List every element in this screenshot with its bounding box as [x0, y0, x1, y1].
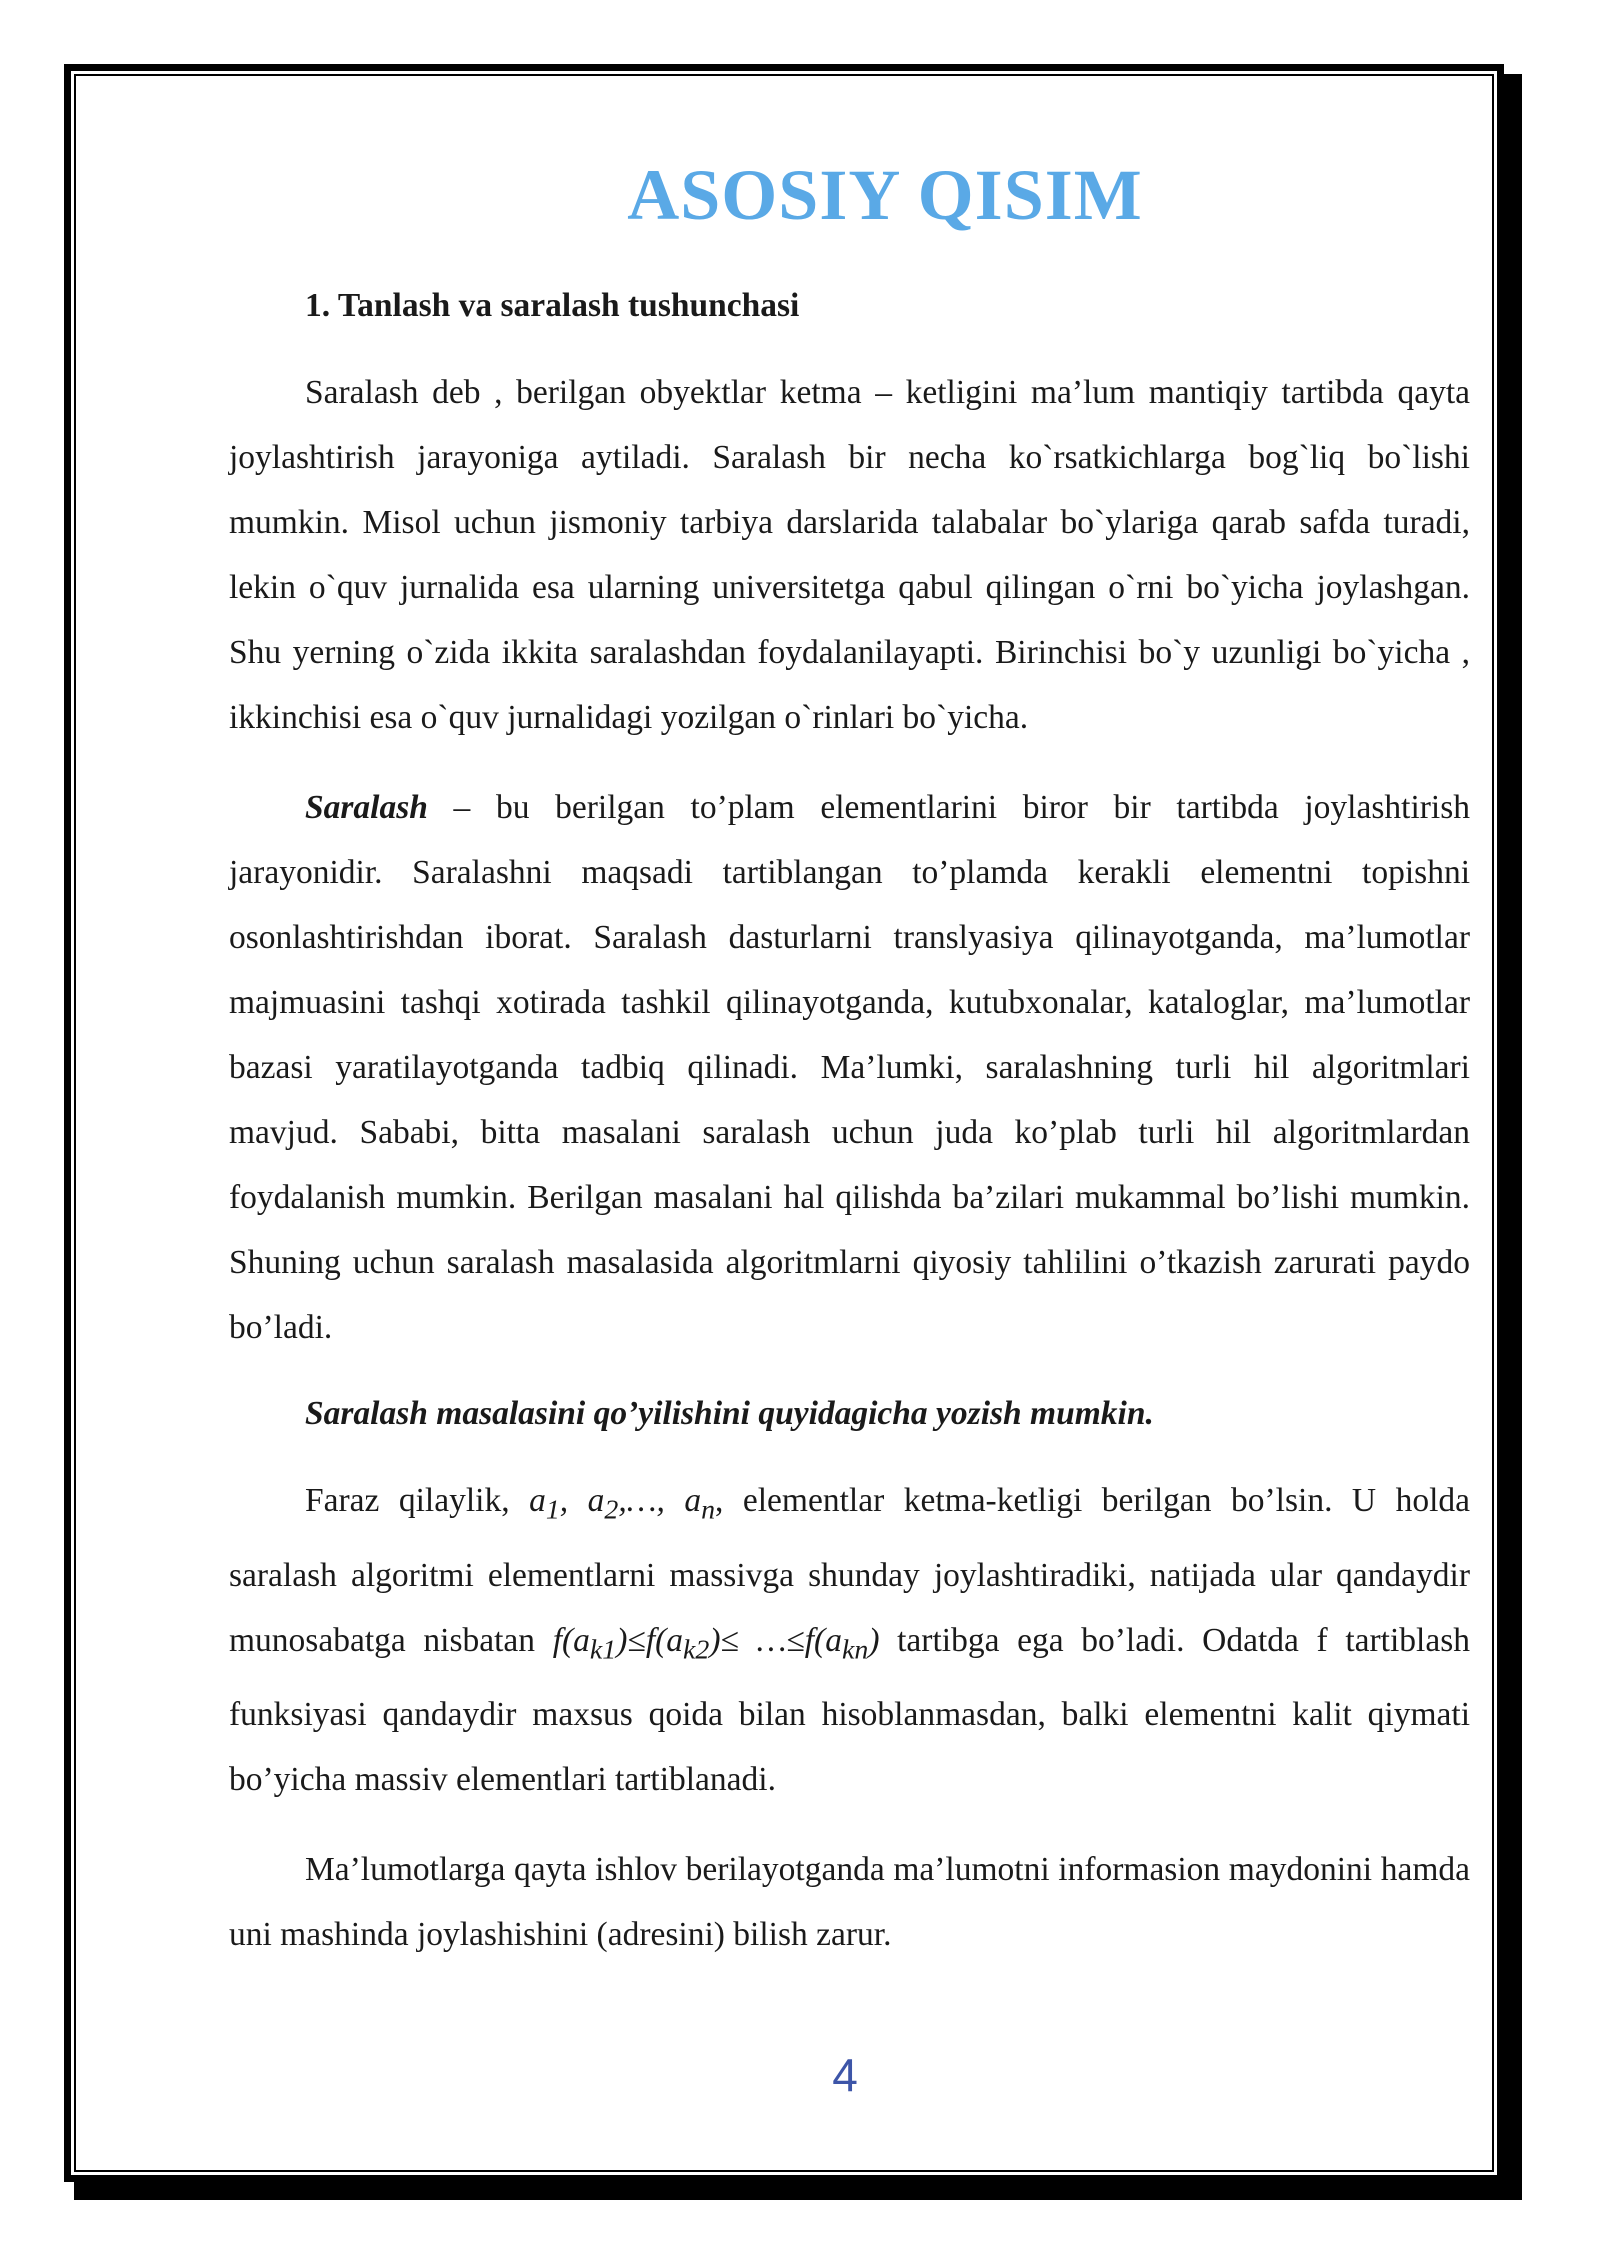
ordering-formula: $f(a_{k1})\le f(a_{k2})\le$ $\dots\le f(a_{kn})$ — [552, 1621, 880, 1666]
sequence-notation: $a_1$, $a_2,\dots$, $a_n$ — [529, 1482, 716, 1526]
document-body — [229, 277, 1470, 1992]
paragraph-1: Saralash deb , berilgan obyektlar ketma – ketligini ma’lum mantiqiy tartibda qayta joylashtirish jarayoniga aytiladi. Saralash bir necha ko`rsatkichlarga bog`liq bo`lishi mumkin. Misol uchun jismoniy tarbiya darslarida talabalar bo`ylariga qarab safda turadi, lekin o`quv jurnalida esa ularning universitetga qabul qilingan o`rni bo`yicha joylashgan. Shu yerning o`zida ikkita saralashdan foydalanilayapti. Birinchisi bo`y uzunligi bo`yicha , ikkinchisi esa o`quv jurnalidagi yozilgan o`rinlari bo`yicha. — [229, 374, 1470, 736]
p4-text-1: Faraz qilaylik, — [305, 1482, 530, 1519]
paragraph-5: Ma’lumotlarga qayta ishlov berilayotganda ma’lumotni informasion maydonini hamda uni mashinda joylashishini (adresini) bilish zarur. — [229, 1851, 1470, 1954]
section-heading: 1. Tanlash va saralash tushunchasi — [305, 287, 800, 324]
page-title: ASOSIY QISIM — [627, 155, 1143, 235]
paragraph-2 — [229, 775, 1470, 1360]
paragraph-4 — [229, 1468, 1470, 1812]
p4-text-3: tartibga ega bo’ladi. Odatda f tartiblash funksiyasi qandaydir maxsus qoida bilan hisoblanmasdan, balki elementni kalit qiymati bo’yicha massiv elementlari tartiblanadi. — [229, 1621, 1470, 1799]
page-number: 4 — [832, 2049, 858, 2101]
term-saralash: Saralash — [305, 789, 428, 826]
paragraph-2-text: – bu berilgan to’plam elementlarini biror bir tartibda joylashtirish jarayonidir. Saralashni maqsadi tartiblangan to’plamda kerakli elementni topishni osonlashtirishdan iborat. Saralash dasturlarni translyasiya qilinayotganda, ma’lumotlar majmuasini tashqi xotirada tashkil qilinayotganda, kutubxonalar, kataloglar, ma’lumotlar bazasi yaratilayotganda tadbiq qilinadi. Ma’lumki, saralashning turli hil algoritmlari mavjud. Sababi, bitta masalani saralash uchun juda ko’plab turli hil algoritmlardan foydalanish mumkin. Berilgan masalani hal qilishda ba’zilari mukammal bo’lishi mumkin. Shuning uchun saralash masalasida algoritmlarni qiyosiy tahlilini o’tkazish zarurati paydo bo’ladi. — [229, 789, 1470, 1346]
p4-text-2: , elementlar ketma-ketligi berilgan bo’lsin. U holda saralash algoritmi elementlarni massivga shunday joylashtiradiki, natijada ular qandaydir munosabatga nisbatan — [229, 1482, 1470, 1659]
paragraph-3-heading: Saralash masalasini qo’yilishini quyidagicha yozish mumkin. — [305, 1395, 1154, 1432]
